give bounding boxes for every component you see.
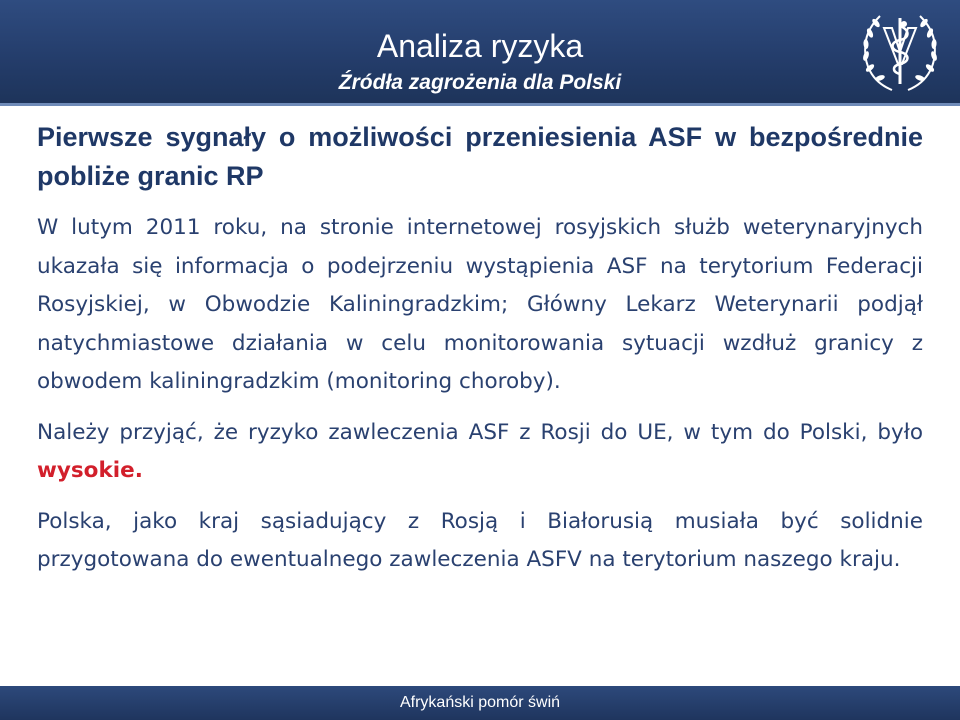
footer-label: Afrykański pomór świń (399, 694, 561, 711)
paragraph-risk (37, 414, 923, 491)
slide-title: Analiza ryzyka (376, 28, 584, 64)
slide-content (37, 118, 923, 592)
section-heading: Pierwsze sygnały o możliwości przeniesienia ASF w bezpośrednie pobliże granic RP (37, 122, 923, 191)
paragraph-preparedness: Polska, jako kraj sąsiadujący z Rosją i Białorusią musiała być solidnie przygotowana do ewentualnego zawleczenia ASFV na terytorium naszego kraju. (37, 508, 923, 572)
paragraph-monitoring: W lutym 2011 roku, na stronie internetowej rosyjskich służb weterynaryjnych ukazała się informacja o podejrzeniu wystąpienia ASF na terytorium Federacji Rosyjskiej, w Obwodzie Kaliningradzkim; Główny Lekarz Weterynarii podjął natychmiastowe działania w celu monitorowania sytuacji wzdłuż granicy z obwodem kaliningradzkim (monitoring choroby). (37, 215, 923, 394)
slide-subtitle: Źródła zagrożenia dla Polski (338, 71, 622, 94)
veterinary-emblem-icon (854, 6, 946, 98)
slide-header (0, 0, 960, 106)
paragraph-risk-text: Należy przyjąć, że ryzyko zawleczenia ASF z Rosji do UE, w tym do Polski, było (37, 419, 923, 445)
slide-footer (0, 686, 960, 720)
risk-level-emphasis: wysokie. (37, 458, 143, 483)
